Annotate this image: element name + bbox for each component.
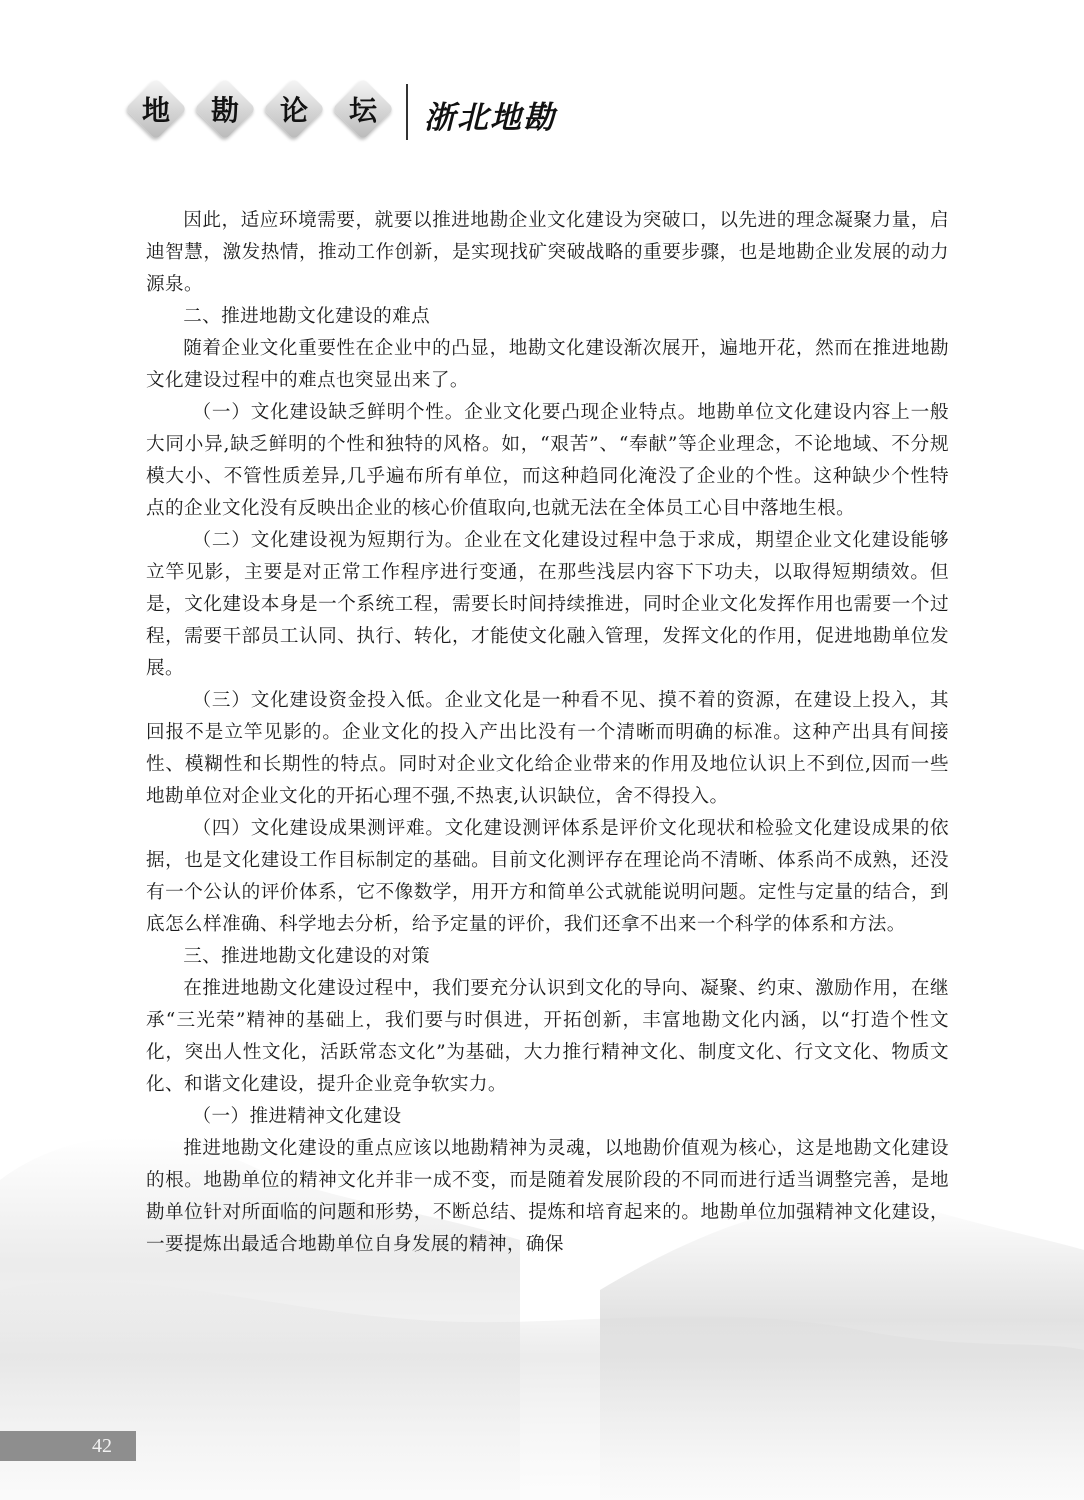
header-char-4: 坛 <box>348 94 377 127</box>
paragraph: 在推进地勘文化建设过程中，我们要充分认识到文化的导向、凝聚、约束、激励作用，在继承“三光荣”精神的基础上，我们要与时俱进，开拓创新，丰富地勘文化内涵，以“打造个性文化，突出人性文化，活跃常态文化”为基础，大力推行精神文化、制度文化、行文文化、物质文化、和谐文化建设，提升企业竞争软实力。 <box>146 978 949 1095</box>
header-divider <box>406 84 408 140</box>
page-number: 42 <box>92 1435 112 1457</box>
section-heading: 三、推进地勘文化建设的对策 <box>183 946 431 967</box>
header-char-3: 论 <box>279 94 308 127</box>
header-char-2: 勘 <box>210 94 239 127</box>
header-subtitle: 浙北地勘 <box>424 100 556 136</box>
page-number-box <box>0 1431 136 1461</box>
subsection-paragraph: （二）文化建设视为短期行为。企业在文化建设过程中急于求成，期望企业文化建设能够立竿见影，主要是对正常工作程序进行变通，在那些浅层内容下下功夫，以取得短期绩效。但是，文化建设本身是一个系统工程，需要长时间持续推进，同时企业文化发挥作用也需要一个过程，需要干部员工认同、执行、转化，才能使文化融入管理，发挥文化的作用，促进地勘单位发展。 <box>146 530 949 679</box>
paragraph: 推进地勘文化建设的重点应该以地勘精神为灵魂，以地勘价值观为核心，这是地勘文化建设的根。地勘单位的精神文化并非一成不变，而是随着发展阶段的不同而进行适当调整完善，是地勘单位针对所面临的问题和形势，不断总结、提炼和培育起来的。地勘单位加强精神文化建设，一要提炼出最适合地勘单位自身发展的精神，确保 <box>146 1138 949 1255</box>
subsection-paragraph: （四）文化建设成果测评难。文化建设测评体系是评价文化现状和检验文化建设成果的依据，也是文化建设工作目标制定的基础。目前文化测评存在理论尚不清晰、体系尚不成熟，还没有一个公认的评价体系，它不像数学，用开方和简单公式就能说明问题。定性与定量的结合，到底怎么样准确、科学地去分析，给予定量的评价，我们还拿不出来一个科学的体系和方法。 <box>146 818 949 935</box>
paragraph: 因此，适应环境需要，就要以推进地勘企业文化建设为突破口，以先进的理念凝聚力量，启迪智慧，激发热情，推动工作创新，是实现找矿突破战略的重要步骤，也是地勘企业发展的动力源泉。 <box>146 210 949 295</box>
header-char-1: 地 <box>141 94 170 127</box>
subsection-paragraph: （一）文化建设缺乏鲜明个性。企业文化要凸现企业特点。地勘单位文化建设内容上一般大同小异,缺乏鲜明的个性和独特的风格。如，“艰苦”、“奉献”等企业理念，不论地域、不分规模大小、不管性质差异,几乎遍布所有单位，而这种趋同化淹没了企业的个性。这种缺少个性特点的企业文化没有反映出企业的核心价值取向,也就无法在全体员工心目中落地生根。 <box>146 402 949 519</box>
subsection-paragraph: （三）文化建设资金投入低。企业文化是一种看不见、摸不着的资源，在建设上投入，其回报不是立竿见影的。企业文化的投入产出比没有一个清晰而明确的标准。这种产出具有间接性、模糊性和长期性的特点。同时对企业文化给企业带来的作用及地位认识上不到位,因而一些地勘单位对企业文化的开拓心理不强,不热衷,认识缺位，舍不得投入。 <box>146 690 949 807</box>
subsection-heading: （一）推进精神文化建设 <box>192 1106 402 1127</box>
paragraph: 随着企业文化重要性在企业中的凸显，地勘文化建设渐次展开，遍地开花，然而在推进地勘文化建设过程中的难点也突显出来了。 <box>146 338 949 391</box>
section-heading: 二、推进地勘文化建设的难点 <box>183 306 431 327</box>
article-body <box>146 205 949 1261</box>
